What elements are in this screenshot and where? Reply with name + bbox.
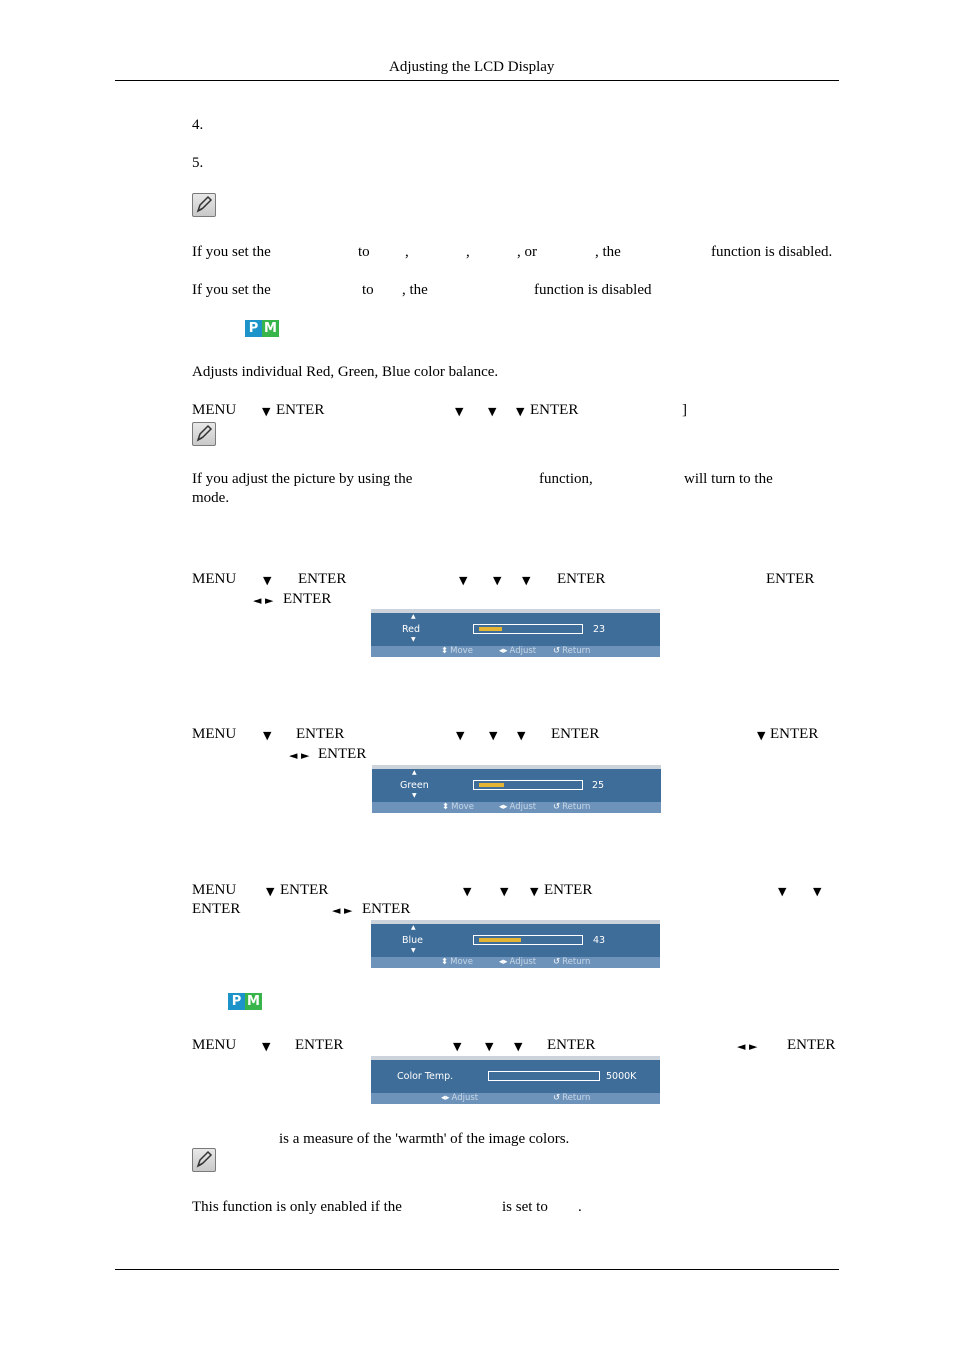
left-right-arrows-icon: ◄ ► — [289, 749, 310, 762]
osd-return-hint: ↺ Return — [553, 957, 591, 967]
osd-return-hint: ↺ Return — [553, 1093, 591, 1103]
ctemp-path-enter-2: ENTER — [547, 1037, 596, 1053]
green-path-enter-2: ENTER — [551, 726, 600, 742]
osd-return-hint: ↺ Return — [553, 802, 591, 812]
up-arrow-icon: ▲ — [412, 769, 417, 776]
down-arrow-icon: ▼ — [411, 636, 416, 643]
color-note-b: function, — [539, 471, 593, 487]
note1-line2-b: to — [362, 282, 374, 298]
color-path-bracket: ] — [682, 402, 687, 418]
red-path-enter-4: ENTER — [283, 591, 332, 607]
green-path-enter-3: ENTER — [770, 726, 819, 742]
left-right-arrows-icon: ◄ ► — [737, 1040, 758, 1053]
down-arrow-icon: ▼ — [456, 729, 465, 742]
osd-move-hint: ⬍ Move — [441, 646, 473, 656]
note-icon — [192, 193, 216, 217]
down-arrow-icon: ▼ — [262, 1040, 271, 1053]
down-arrow-icon: ▼ — [411, 947, 416, 954]
osd-adjust-hint: ◂▸ Adjust — [499, 957, 537, 967]
color-path-enter-1: ENTER — [276, 402, 325, 418]
down-arrow-icon: ▼ — [778, 885, 787, 898]
ctemp-path-enter-3: ENTER — [787, 1037, 836, 1053]
adjust-icon: ◂▸ — [499, 802, 508, 812]
return-icon: ↺ — [553, 646, 561, 656]
color-note-mode: mode. — [192, 490, 230, 506]
color-temp-osd-value: 5000K — [606, 1071, 637, 1082]
green-level-fill — [479, 783, 504, 787]
red-osd — [371, 609, 660, 657]
note1-line2-a: If you set the — [192, 282, 271, 298]
down-arrow-icon: ▼ — [757, 729, 766, 742]
color-temp-level-bar[interactable] — [488, 1071, 600, 1081]
down-arrow-icon: ▼ — [453, 1040, 462, 1053]
down-arrow-icon: ▼ — [493, 574, 502, 587]
adjust-icon: ◂▸ — [499, 957, 508, 967]
green-path-menu: MENU — [192, 726, 237, 742]
note1-line2-c: , the — [402, 282, 428, 298]
down-arrow-icon: ▼ — [514, 1040, 523, 1053]
osd-move-hint: ⬍ Move — [442, 802, 474, 812]
red-level-fill — [479, 627, 502, 631]
note1-line1-g: function is disabled. — [711, 244, 833, 260]
down-arrow-icon: ▼ — [263, 729, 272, 742]
pm-mode-badge — [245, 320, 279, 337]
down-arrow-icon: ▼ — [262, 405, 271, 418]
green-path-enter-4: ENTER — [318, 746, 367, 762]
return-icon: ↺ — [553, 957, 561, 967]
down-arrow-icon: ▼ — [489, 729, 498, 742]
down-arrow-icon: ▼ — [530, 885, 539, 898]
down-arrow-icon: ▼ — [485, 1040, 494, 1053]
red-path-enter-1: ENTER — [298, 571, 347, 587]
pm-mode-badge — [228, 993, 262, 1010]
red-osd-value: 23 — [593, 624, 606, 635]
color-temp-note-a: This function is only enabled if the — [192, 1199, 402, 1215]
color-description: Adjusts individual Red, Green, Blue color balance. — [192, 364, 499, 380]
down-arrow-icon: ▼ — [459, 574, 468, 587]
osd-adjust-hint: ◂▸ Adjust — [499, 646, 537, 656]
blue-path-enter-4: ENTER — [362, 901, 411, 917]
down-arrow-icon: ▼ — [266, 885, 275, 898]
pm-badge-m: M — [262, 320, 279, 337]
page-header-title: Adjusting the LCD Display — [389, 59, 555, 75]
note1-line1-c: , — [405, 244, 409, 260]
down-arrow-icon: ▼ — [813, 885, 822, 898]
blue-level-fill — [479, 938, 521, 942]
pm-badge-m: M — [245, 993, 262, 1010]
adjust-icon: ◂▸ — [499, 646, 508, 656]
pm-badge-p: P — [245, 320, 262, 337]
green-path-enter-1: ENTER — [296, 726, 345, 742]
blue-level-bar[interactable] — [473, 935, 583, 945]
note1-line1-a: If you set the — [192, 244, 271, 260]
note1-line2-d: function is disabled — [534, 282, 652, 298]
color-path-menu: MENU — [192, 402, 237, 418]
move-icon: ⬍ — [441, 646, 449, 656]
down-arrow-icon: ▼ — [455, 405, 464, 418]
red-path-enter-2: ENTER — [557, 571, 606, 587]
color-temp-description: is a measure of the 'warmth' of the image colors. — [279, 1131, 570, 1147]
down-arrow-icon: ▼ — [488, 405, 497, 418]
move-icon: ⬍ — [442, 802, 450, 812]
osd-adjust-hint: ◂▸ Adjust — [441, 1093, 479, 1103]
note1-line1-b: to — [358, 244, 370, 260]
blue-path-menu: MENU — [192, 882, 237, 898]
step-number-4: 4. — [192, 117, 204, 133]
up-arrow-icon: ▲ — [411, 613, 416, 620]
note-icon — [192, 1148, 216, 1172]
blue-path-enter-1: ENTER — [280, 882, 329, 898]
header-rule — [115, 80, 839, 81]
down-arrow-icon: ▼ — [516, 405, 525, 418]
green-osd-value: 25 — [592, 780, 605, 791]
green-osd-label: Green — [400, 780, 429, 791]
color-path-enter-2: ENTER — [530, 402, 579, 418]
red-path-enter-3: ENTER — [766, 571, 815, 587]
color-temp-osd-label: Color Temp. — [397, 1071, 454, 1082]
osd-adjust-hint: ◂▸ Adjust — [499, 802, 537, 812]
pm-badge-p: P — [228, 993, 245, 1010]
color-temp-note-c: . — [578, 1199, 582, 1215]
down-arrow-icon: ▼ — [263, 574, 272, 587]
blue-osd — [371, 920, 660, 968]
blue-path-enter-3: ENTER — [192, 901, 241, 917]
left-right-arrows-icon: ◄ ► — [332, 904, 353, 917]
down-arrow-icon: ▼ — [412, 792, 417, 799]
left-right-arrows-icon: ◄ ► — [253, 594, 274, 607]
color-temp-note-b: is set to — [502, 1199, 548, 1215]
note1-line1-f: , the — [595, 244, 621, 260]
osd-return-hint: ↺ Return — [553, 646, 591, 656]
blue-osd-label: Blue — [402, 935, 424, 946]
down-arrow-icon: ▼ — [463, 885, 472, 898]
blue-path-enter-2: ENTER — [544, 882, 593, 898]
ctemp-path-menu: MENU — [192, 1037, 237, 1053]
color-note-c: will turn to the — [684, 471, 773, 487]
red-level-bar[interactable] — [473, 624, 583, 634]
move-icon: ⬍ — [441, 957, 449, 967]
note1-line1-d: , — [466, 244, 470, 260]
color-temp-osd — [371, 1056, 660, 1104]
ctemp-path-enter-1: ENTER — [295, 1037, 344, 1053]
blue-osd-value: 43 — [593, 935, 606, 946]
green-osd — [372, 765, 661, 813]
return-icon: ↺ — [553, 802, 561, 812]
step-number-5: 5. — [192, 155, 204, 171]
return-icon: ↺ — [553, 1093, 561, 1103]
green-level-bar[interactable] — [473, 780, 583, 790]
red-osd-label: Red — [402, 624, 421, 635]
down-arrow-icon: ▼ — [522, 574, 531, 587]
adjust-icon: ◂▸ — [441, 1093, 450, 1103]
down-arrow-icon: ▼ — [500, 885, 509, 898]
note1-line1-e: , or — [517, 244, 537, 260]
osd-move-hint: ⬍ Move — [441, 957, 473, 967]
note-icon — [192, 422, 216, 446]
red-path-menu: MENU — [192, 571, 237, 587]
footer-rule — [115, 1269, 839, 1270]
down-arrow-icon: ▼ — [517, 729, 526, 742]
up-arrow-icon: ▲ — [411, 924, 416, 931]
color-note-a: If you adjust the picture by using the — [192, 471, 413, 487]
